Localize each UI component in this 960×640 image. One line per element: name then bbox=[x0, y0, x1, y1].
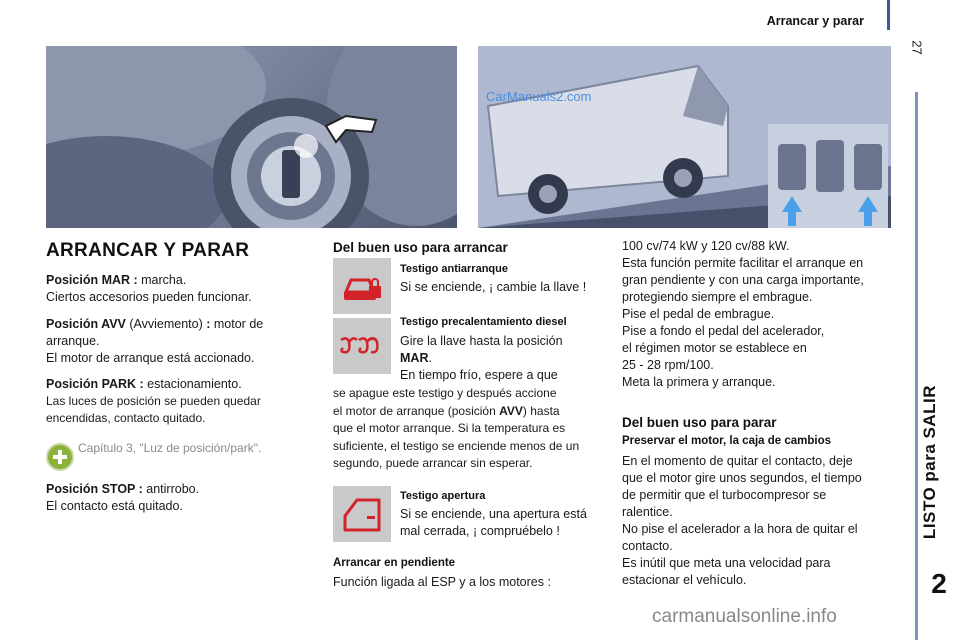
ignition-image bbox=[46, 46, 457, 228]
avv-block bbox=[46, 316, 296, 367]
stop-desc: El contacto está quitado. bbox=[46, 499, 183, 513]
stop-section-title: Del buen uso para parar bbox=[622, 415, 777, 430]
avv-colon: : bbox=[206, 317, 211, 331]
glow-line-1: Gire la llave hasta la posición bbox=[400, 334, 563, 348]
c3-s6: contacto. bbox=[622, 539, 673, 553]
c3-s8: estacionar el vehículo. bbox=[622, 573, 747, 587]
glow-line-6: que el motor arranque. Si la temperatura es bbox=[333, 421, 566, 435]
c3-l2: Esta función permite facilitar el arranque en bbox=[622, 256, 864, 270]
immobiliser-title: Testigo antiarranque bbox=[400, 263, 508, 275]
mar-block bbox=[46, 272, 296, 306]
door-title: Testigo apertura bbox=[400, 490, 486, 502]
avv-paren: (Avviemento) bbox=[125, 317, 207, 331]
glow-title: Testigo precalentamiento diesel bbox=[400, 316, 567, 328]
mar-label: Posición MAR : bbox=[46, 273, 138, 287]
avv-value: motor de bbox=[210, 317, 264, 331]
avv-desc: El motor de arranque está accionado. bbox=[46, 351, 255, 365]
glow-line-5b: AVV bbox=[499, 403, 523, 418]
mar-value: marcha. bbox=[137, 273, 187, 287]
start-section-title: Del buen uso para arrancar bbox=[333, 240, 508, 255]
glow-line-5a: el motor de arranque (posición bbox=[333, 403, 500, 418]
chapter-label: LISTO para SALIR bbox=[920, 384, 939, 540]
c3-l7: el régimen motor se establece en bbox=[622, 341, 807, 355]
c3-s5: No pise el acelerador a la hora de quitar el bbox=[622, 522, 858, 536]
section-title: Arrancar y parar bbox=[766, 14, 864, 28]
immobiliser-icon bbox=[333, 258, 391, 314]
c3-s7: Es inútil que meta una velocidad para bbox=[622, 556, 831, 570]
glow-line-3: En tiempo frío, espere a que bbox=[400, 368, 558, 382]
park-block bbox=[46, 376, 296, 427]
c3-l1: 100 cv/74 kW y 120 cv/88 kW. bbox=[622, 239, 790, 253]
door-text bbox=[400, 506, 610, 540]
glow-line-7: suficiente, el testigo se enciende menos de un bbox=[333, 438, 580, 453]
c3-l8: 25 - 28 rpm/100. bbox=[622, 358, 714, 372]
glow-line-5c: ) hasta bbox=[522, 403, 560, 418]
glow-text-b bbox=[333, 385, 613, 473]
c3-l5: Pise el pedal de embrague. bbox=[622, 307, 775, 321]
footer-watermark: carmanualsonline.info bbox=[652, 606, 837, 627]
stop-section-subtitle: Preservar el motor, la caja de cambios bbox=[622, 435, 832, 447]
glow-text-a bbox=[400, 333, 600, 384]
park-label: Posición PARK : bbox=[46, 377, 144, 391]
page-title: ARRANCAR Y PARAR bbox=[46, 240, 250, 261]
header-rule bbox=[887, 0, 890, 30]
stop-section-text bbox=[622, 453, 892, 589]
watermark-top: CarManuals2.com bbox=[486, 89, 592, 104]
plus-icon bbox=[46, 443, 74, 471]
door-line-2: mal cerrada, ¡ compruébelo ! bbox=[400, 524, 560, 538]
avv-label: Posición AVV bbox=[46, 317, 126, 331]
c3-l4: protegiendo siempre el embrague. bbox=[622, 290, 813, 304]
glow-plug-icon bbox=[333, 318, 391, 374]
glow-line-8: segundo, puede arrancar sin esperar. bbox=[333, 456, 533, 470]
park-desc-2: encendidas, contacto quitado. bbox=[46, 411, 206, 425]
door-line-1: Si se enciende, una apertura está bbox=[400, 507, 587, 521]
c3-s2: que el motor gire unos segundos, el tiempo bbox=[622, 471, 862, 485]
van-on-slope-image bbox=[478, 46, 891, 228]
mar-desc: Ciertos accesorios pueden funcionar. bbox=[46, 290, 252, 304]
slope-title: Arrancar en pendiente bbox=[333, 557, 456, 569]
glow-line-2: MAR bbox=[400, 351, 429, 365]
slope-text: Función ligada al ESP y a los motores : bbox=[333, 575, 551, 589]
avv-line2: arranque. bbox=[46, 334, 100, 348]
stop-label: Posición STOP : bbox=[46, 482, 143, 496]
glow-line-4: se apague este testigo y después accione bbox=[333, 386, 557, 400]
slope-continued bbox=[622, 238, 892, 391]
stop-block bbox=[46, 481, 296, 515]
chapter-number: 2 bbox=[931, 568, 947, 599]
door-open-icon bbox=[333, 486, 391, 542]
park-desc-1: Las luces de posición se pueden quedar bbox=[46, 394, 261, 408]
tip-text: Capítulo 3, "Luz de posición/park". bbox=[78, 441, 262, 455]
park-value: estacionamiento. bbox=[143, 377, 242, 391]
stop-value: antirrobo. bbox=[142, 482, 200, 496]
c3-l9: Meta la primera y arranque. bbox=[622, 375, 776, 389]
c3-s4: ralentice. bbox=[622, 505, 673, 519]
page-number: 27 bbox=[909, 40, 925, 55]
c3-l6: Pise a fondo el pedal del acelerador, bbox=[622, 324, 825, 338]
c3-l3: gran pendiente y con una carga importante, bbox=[622, 273, 864, 287]
c3-s1: En el momento de quitar el contacto, deje bbox=[622, 454, 853, 468]
immobiliser-text: Si se enciende, ¡ cambie la llave ! bbox=[400, 280, 587, 294]
c3-s3: de permitir que el turbocompresor se bbox=[622, 488, 827, 502]
glow-line-2b: . bbox=[428, 351, 432, 365]
